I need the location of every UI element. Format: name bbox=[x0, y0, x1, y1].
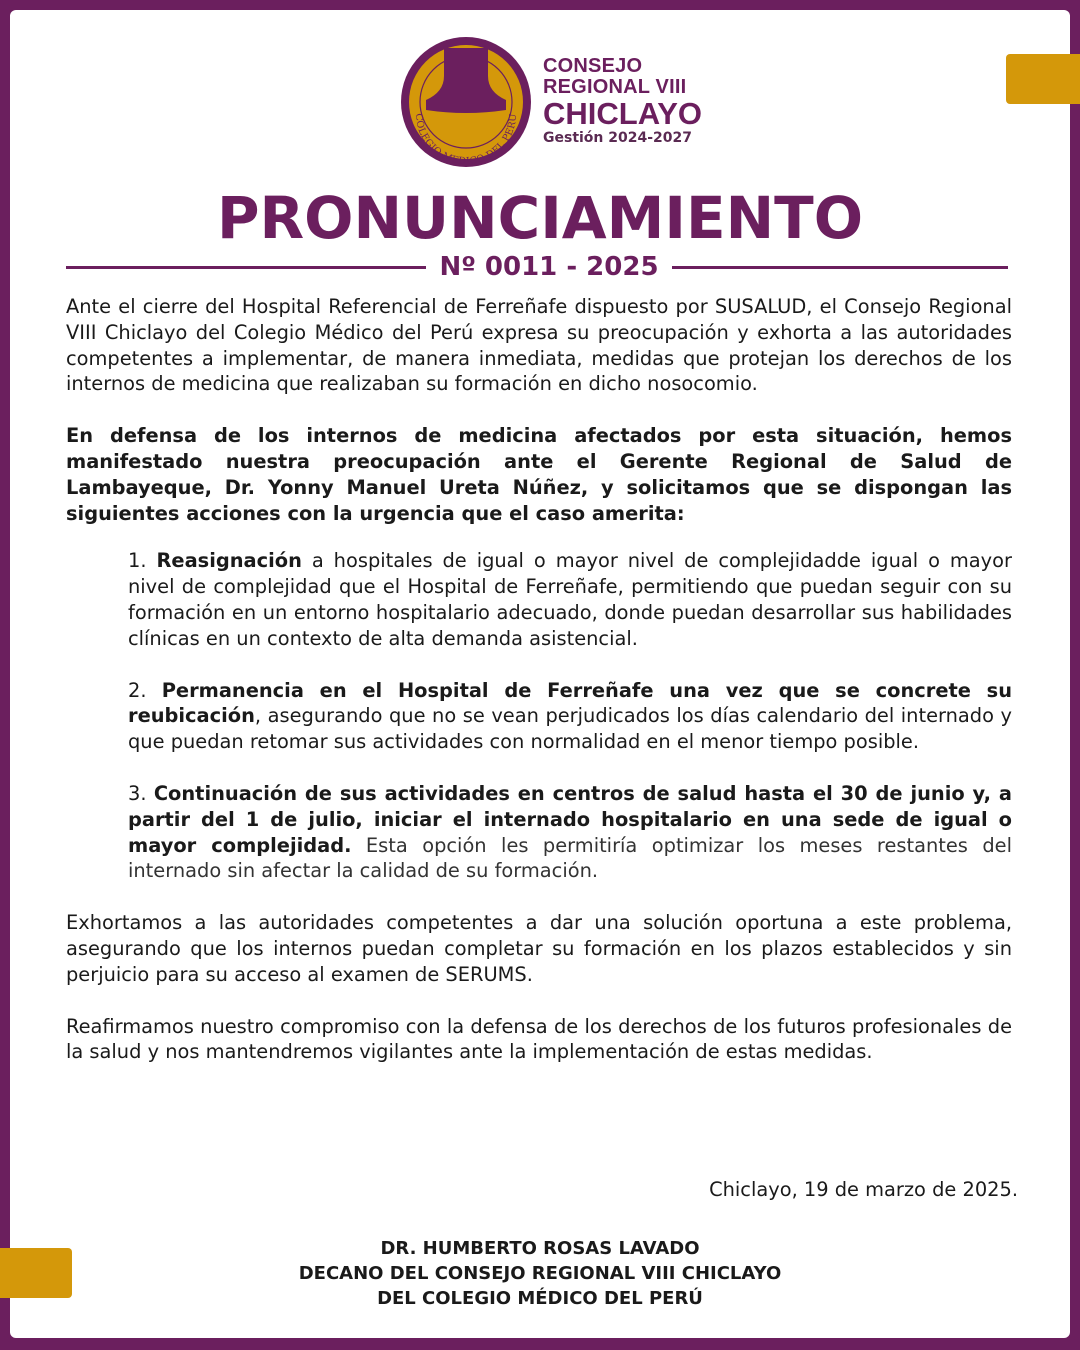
actions-list bbox=[128, 548, 1012, 884]
brand-line-consejo: CONSEJO bbox=[543, 55, 643, 77]
divider-left bbox=[66, 266, 426, 269]
item-lead: Continuación de sus actividades en centros de salud hasta el 30 de junio y, a partir del 1 de julio, iniciar el internado hospitalario en una sede de igual o mayor complejidad. bbox=[128, 781, 1012, 857]
brand-line-gestion: Gestión 2024-2027 bbox=[543, 130, 693, 146]
item-text: a hospitales de igual o mayor nivel de complejidadde igual o mayor nivel de complejidad que el Hospital de Ferreñafe, permitiendo que puedan seguir con su formación en un entorno hospitalario adecuado, donde puedan desarrollar sus habilidades clínicas en un contexto de alta demanda asistencial. bbox=[128, 549, 1012, 650]
brand-line-regional: REGIONAL VIII bbox=[543, 76, 687, 98]
accent-block-top-right bbox=[1006, 54, 1080, 104]
paragraph-reaffirm: Reafirmamos nuestro compromiso con la defensa de los derechos de los futuros profesionales de la salud y nos mantendremos vigilantes ante la implementación de estas medidas. bbox=[66, 1014, 1012, 1064]
signature-role: DECANO DEL CONSEJO REGIONAL VIII CHICLAYO bbox=[298, 1263, 782, 1284]
item-text: , asegurando que no se vean perjudicados los días calendario del internado y que puedan retomar sus actividades con normalidad en el menor tiempo posible. bbox=[128, 704, 1012, 754]
brand-wordmark bbox=[543, 56, 702, 145]
divider-right bbox=[672, 266, 1008, 269]
document-body bbox=[66, 294, 1012, 1065]
document-number-row bbox=[66, 252, 1008, 282]
list-item bbox=[128, 548, 1012, 651]
item-number: 2. bbox=[128, 678, 147, 702]
document-number: Nº 0011 - 2025 bbox=[439, 252, 659, 282]
item-text: Esta opción les permitiría optimizar los meses restantes del internado sin afectar la calidad de su formación. bbox=[128, 833, 1012, 883]
document-date: Chiclayo, 19 de marzo de 2025. bbox=[709, 1178, 1018, 1201]
signature-org: DEL COLEGIO MÉDICO DEL PERÚ bbox=[377, 1288, 703, 1309]
list-item bbox=[128, 781, 1012, 884]
signature-block bbox=[0, 1236, 1080, 1311]
brand-line-chiclayo: CHICLAYO bbox=[543, 96, 703, 131]
list-item bbox=[128, 678, 1012, 755]
page-title: PRONUNCIAMIENTO bbox=[216, 184, 863, 252]
paragraph-exhort: Exhortamos a las autoridades competentes a dar una solución oportuna a este problema, asegurando que los internos puedan completar su formación en los plazos establecidos y sin perjuicio para su acceso al examen de SERUMS. bbox=[66, 911, 1012, 986]
paragraph-defense: En defensa de los internos de medicina afectados por esta situación, hemos manifestado nuestra preocupación ante el Gerente Regional de Salud de Lambayeque, Dr. Yonny Manuel Ureta Núñez, y solicitamos que se dispongan las siguientes acciones con la urgencia que el caso amerita: bbox=[66, 424, 1012, 525]
seal-text: COLEGIO MEDICO DEL PERU bbox=[412, 113, 520, 168]
item-lead: Permanencia en el Hospital de Ferreñafe una vez que se concrete su reubicación bbox=[128, 678, 1012, 728]
paragraph-intro: Ante el cierre del Hospital Referencial de Ferreñafe dispuesto por SUSALUD, el Consejo Regional VIII Chiclayo del Colegio Médico del Perú expresa su preocupación y exhorta a las autoridades competentes a implementar, de manera inmediata, medidas que protejan los derechos de los internos de medicina que realizaban su formación en dicho nosocomio. bbox=[66, 295, 1012, 396]
item-number: 1. bbox=[128, 549, 147, 573]
colegio-medico-seal-logo bbox=[400, 36, 532, 168]
signature-name: DR. HUMBERTO ROSAS LAVADO bbox=[380, 1238, 700, 1259]
item-number: 3. bbox=[128, 781, 147, 805]
item-lead: Reasignación bbox=[156, 549, 302, 573]
